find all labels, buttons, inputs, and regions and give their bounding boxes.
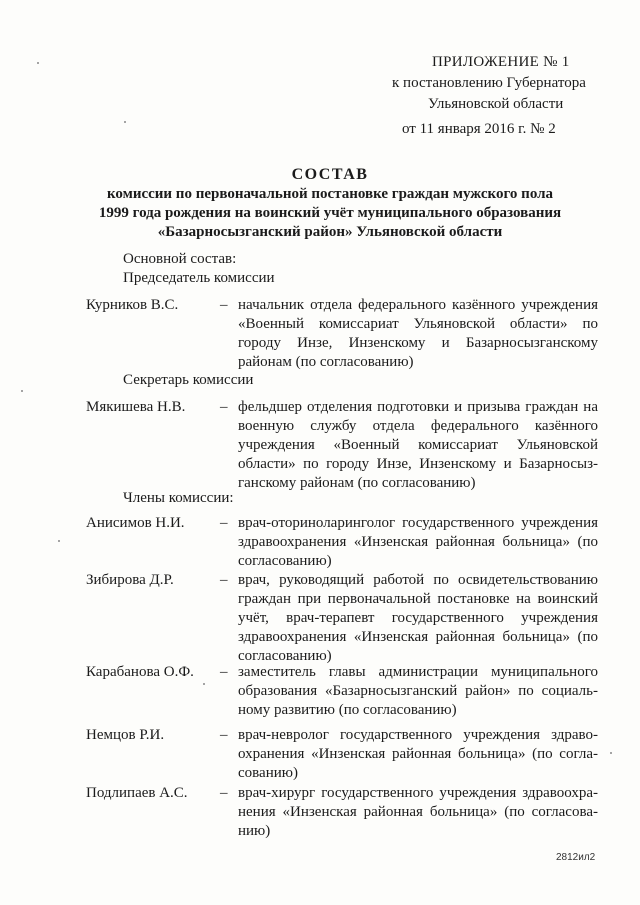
member-role: врач-хирург государственного учреждения здравоохра-нения «Инзенская районная больница» (по согласова-нию)	[238, 785, 598, 839]
member-role: фельдшер отделения подготовки и призыва граждан на военную службу отдела федерального казённого учреждения «Военный комиссариат Ульяновской области» по городу Инзе, Инзенскому и Базарносыз-ганскому районам (по согласованию)	[238, 399, 598, 491]
member-dash: –	[220, 572, 228, 588]
scan-speck	[124, 121, 126, 123]
title-line-1: комиссии по первоначальной постановке граждан мужского пола	[106, 186, 554, 202]
appendix-region: Ульяновской области	[428, 96, 564, 112]
member-dash: –	[220, 727, 228, 743]
member-dash: –	[220, 785, 228, 801]
scan-speck	[21, 390, 23, 392]
appendix-decree: к постановлению Губернатора	[392, 75, 586, 91]
scan-speck	[610, 752, 612, 754]
member-role: врач-невролог государственного учреждения здраво-охранения «Инзенская районная больница» (по согла-сованию)	[238, 727, 598, 781]
section-members: Члены комиссии:	[123, 490, 234, 506]
appendix-block	[392, 52, 612, 140]
member-role: врач-оториноларинголог государственного учреждения здравоохранения «Инзенская районная больница» (по согласованию)	[238, 515, 598, 569]
document-code: 2812ил2	[556, 852, 596, 863]
member-role: заместитель главы администрации муниципального образования «Базарносызганский район» по социаль-ному развитию (по согласованию)	[238, 664, 598, 718]
scan-speck	[203, 683, 205, 685]
member-dash: –	[220, 664, 228, 680]
section-chairman: Председатель комиссии	[123, 270, 275, 286]
member-dash: –	[220, 297, 228, 313]
title-line-3: «Базарносызганский район» Ульяновской области	[157, 224, 503, 240]
section-main: Основной состав:	[123, 251, 237, 267]
document-title	[60, 165, 600, 242]
member-dash: –	[220, 399, 228, 415]
title-heading: СОСТАВ	[291, 166, 369, 183]
section-secretary: Секретарь комиссии	[123, 372, 254, 388]
scan-speck	[37, 62, 39, 64]
appendix-date: от 11 января 2016 г. № 2	[402, 121, 556, 137]
member-name: Немцов Р.И.	[86, 727, 165, 743]
member-name: Подлипаев А.С.	[86, 785, 188, 801]
member-role: начальник отдела федерального казённого учреждения «Военный комиссариат Ульяновской области» по городу Инзе, Инзенскому и Базарносызганскому районам (по согласованию)	[238, 297, 598, 370]
member-name: Зибирова Д.Р.	[86, 572, 174, 588]
appendix-number: ПРИЛОЖЕНИЕ № 1	[432, 54, 570, 70]
member-name: Курников В.С.	[86, 297, 179, 313]
member-role: врач, руководящий работой по освидетельствованию граждан при первоначальной постановке на воинский учёт, врач-терапевт государственного учреждения здравоохранения «Инзенская районная больница» (по согласованию)	[238, 572, 598, 664]
scan-speck	[58, 540, 60, 542]
member-name: Анисимов Н.И.	[86, 515, 185, 531]
member-dash: –	[220, 515, 228, 531]
member-name: Карабанова О.Ф.	[86, 664, 194, 680]
member-name: Мякишева Н.В.	[86, 399, 186, 415]
title-line-2: 1999 года рождения на воинский учёт муниципального образования	[98, 205, 562, 221]
